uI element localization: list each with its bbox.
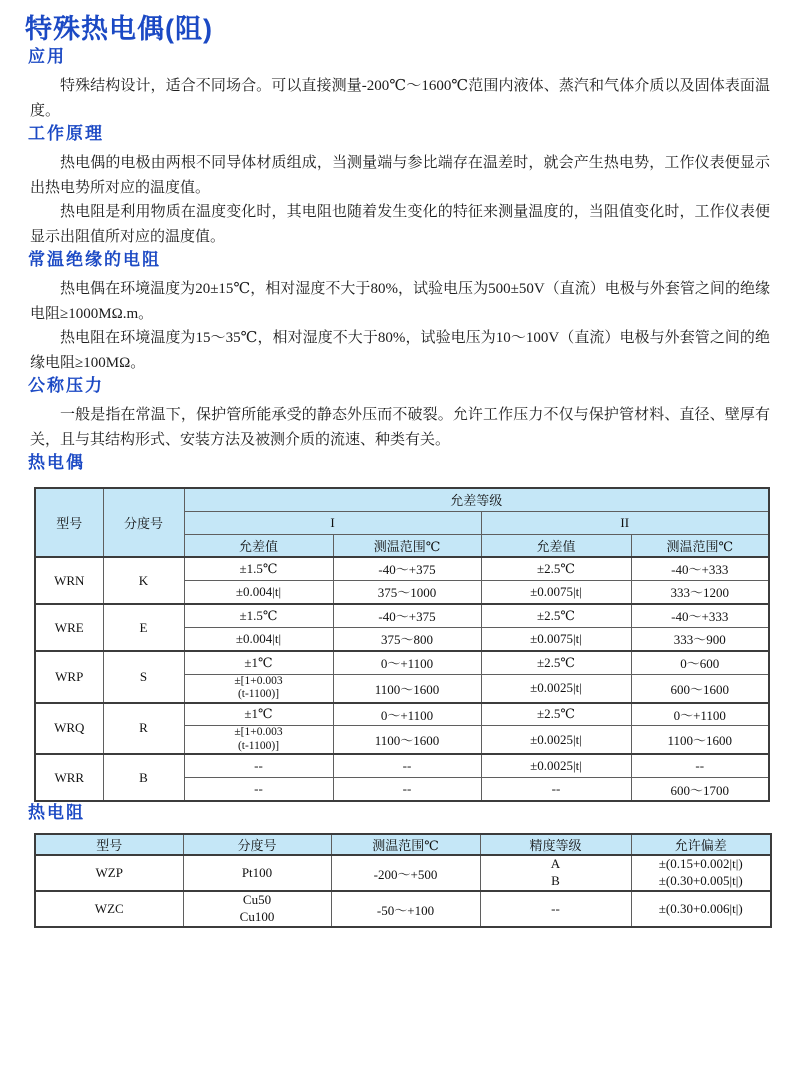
th-temp-range-1: 测温范围℃ [333, 534, 481, 557]
cell-range: 0～+1100 [333, 651, 481, 674]
cell-tolerance: ±2.5℃ [481, 557, 631, 580]
section-heading-insulation-resistance: 常温绝缘的电阻 [28, 250, 161, 269]
th-graduation: 分度号 [183, 834, 331, 855]
section-heading-nominal-pressure: 公称压力 [28, 376, 104, 395]
cell-graduation: K [103, 557, 184, 604]
cell-tolerance: ±0.0025|t| [481, 726, 631, 755]
th-model: 型号 [35, 488, 103, 557]
cell-range: -40～+375 [333, 557, 481, 580]
th-accuracy-grade: 精度等级 [480, 834, 631, 855]
paragraph: 一般是指在常温下，保护管所能承受的静态外压而不破裂。允许工作压力不仅与保护管材料、直径、壁厚有关，且与其结构形式、安装方法及被测介质的流速、种类有关。 [30, 407, 770, 448]
section-nominal-pressure-body [30, 403, 770, 452]
table-row-wrp-a [35, 651, 769, 674]
cell-range: 333～1200 [631, 580, 769, 604]
cell-deviation: ±(0.30+0.006|t|) [631, 891, 771, 927]
th-model: 型号 [35, 834, 183, 855]
th-tolerance-value-1: 允差值 [184, 534, 333, 557]
cell-range: -- [631, 754, 769, 777]
table-row-wre-a [35, 604, 769, 627]
rtd-table [34, 833, 772, 928]
cell-range: 333～900 [631, 627, 769, 651]
th-class-2: II [481, 511, 769, 534]
section-heading-application: 应用 [28, 47, 66, 66]
table-row-wrq-a [35, 703, 769, 726]
cell-tolerance: -- [481, 777, 631, 801]
paragraph: 热电阻在环境温度为15～35℃，相对湿度不大于80%，试验电压为10～100V（直流）电极与外套管之间的绝缘电阻≥100MΩ。 [30, 330, 770, 371]
cell-range: -50～+100 [331, 891, 480, 927]
th-allowed-deviation: 允许偏差 [631, 834, 771, 855]
deviation-line: ±(0.15+0.002|t|) [658, 856, 743, 872]
cell-deviation [631, 855, 771, 891]
cell-model: WZP [35, 855, 183, 891]
table-row-wrn-a [35, 557, 769, 580]
cell-range: -- [333, 777, 481, 801]
cell-range: -- [333, 754, 481, 777]
th-class-1: I [184, 511, 481, 534]
cell-tolerance: ±1℃ [184, 703, 333, 726]
cell-tolerance: ±0.0025|t| [481, 754, 631, 777]
section-application-body [30, 74, 770, 123]
paragraph: 特殊结构设计，适合不同场合。可以直接测量-200℃～1600℃范围内液体、蒸汽和气体介质以及固体表面温度。 [30, 78, 770, 119]
cell-range: 1100～1600 [333, 726, 481, 755]
deviation-line: ±(0.30+0.005|t|) [658, 873, 743, 889]
section-heading-thermocouple: 热电偶 [28, 453, 85, 472]
formula-line: ±[1+0.003 [234, 674, 283, 687]
table-row-wzc [35, 891, 771, 927]
cell-graduation: Pt100 [183, 855, 331, 891]
cell-tolerance: ±0.0075|t| [481, 580, 631, 604]
cell-range: -40～+333 [631, 557, 769, 580]
cell-range: -40～+333 [631, 604, 769, 627]
document-page [0, 12, 800, 1078]
cell-range: 600～1600 [631, 674, 769, 703]
cell-tolerance: ±2.5℃ [481, 604, 631, 627]
cell-tolerance: ±0.0025|t| [481, 674, 631, 703]
cell-range: 0～+1100 [631, 703, 769, 726]
section-heading-working-principle: 工作原理 [28, 124, 104, 143]
th-temp-range: 测温范围℃ [331, 834, 480, 855]
grade-line: B [551, 873, 560, 889]
table-row-wrr-a [35, 754, 769, 777]
cell-model: WRR [35, 754, 103, 801]
cell-graduation: B [103, 754, 184, 801]
formula-line: ±[1+0.003 [234, 726, 283, 739]
cell-graduation: R [103, 703, 184, 755]
cell-tolerance: ±1℃ [184, 651, 333, 674]
cell-tolerance: ±0.0075|t| [481, 627, 631, 651]
cell-accuracy-grade: -- [480, 891, 631, 927]
formula-line: (t-1100)] [237, 739, 280, 752]
cell-range: 600～1700 [631, 777, 769, 801]
graduation-line: Cu50 [242, 892, 272, 908]
cell-range: 0～+1100 [333, 703, 481, 726]
paragraph: 热电偶的电极由两根不同导体材质组成，当测量端与参比端存在温差时，就会产生热电势，工作仪表便显示出热电势所对应的温度值。 [30, 155, 770, 196]
cell-range: 0～600 [631, 651, 769, 674]
cell-tolerance-formula [184, 674, 333, 703]
cell-range: 1100～1600 [333, 674, 481, 703]
grade-line: A [550, 856, 561, 872]
cell-graduation [183, 891, 331, 927]
th-temp-range-2: 测温范围℃ [631, 534, 769, 557]
th-graduation: 分度号 [103, 488, 184, 557]
cell-tolerance: ±0.004|t| [184, 580, 333, 604]
cell-model: WRP [35, 651, 103, 703]
graduation-line: Cu100 [239, 909, 275, 925]
cell-range: 375～1000 [333, 580, 481, 604]
cell-tolerance: ±1.5℃ [184, 604, 333, 627]
paragraph: 热电阻是利用物质在温度变化时，其电阻也随着发生变化的特征来测量温度的，当阻值变化时，工作仪表便显示出阻值所对应的温度值。 [30, 204, 770, 245]
section-insulation-resistance-body [30, 277, 770, 375]
cell-range: -40～+375 [333, 604, 481, 627]
cell-model: WRE [35, 604, 103, 651]
section-heading-rtd: 热电阻 [28, 803, 85, 823]
cell-range: 375～800 [333, 627, 481, 651]
cell-graduation: S [103, 651, 184, 703]
cell-tolerance: ±1.5℃ [184, 557, 333, 580]
section-working-principle-body [30, 151, 770, 249]
th-tolerance-value-2: 允差值 [481, 534, 631, 557]
cell-tolerance-formula [184, 726, 333, 755]
cell-tolerance: -- [184, 777, 333, 801]
cell-model: WRQ [35, 703, 103, 755]
formula-line: (t-1100)] [237, 688, 280, 701]
cell-range: -200～+500 [331, 855, 480, 891]
cell-range: 1100～1600 [631, 726, 769, 755]
th-tolerance-class: 允差等级 [184, 488, 769, 511]
cell-accuracy-grade [480, 855, 631, 891]
cell-tolerance: ±2.5℃ [481, 651, 631, 674]
cell-tolerance: ±2.5℃ [481, 703, 631, 726]
paragraph: 热电偶在环境温度为20±15℃，相对湿度不大于80%，试验电压为500±50V（直流）电极与外套管之间的绝缘电阻≥1000MΩ.m。 [30, 281, 770, 322]
cell-model: WZC [35, 891, 183, 927]
cell-graduation: E [103, 604, 184, 651]
cell-model: WRN [35, 557, 103, 604]
table-row-wzp [35, 855, 771, 891]
cell-tolerance: ±0.004|t| [184, 627, 333, 651]
page-title: 特殊热电偶(阻) [25, 14, 213, 44]
cell-tolerance: -- [184, 754, 333, 777]
thermocouple-table [34, 487, 770, 802]
